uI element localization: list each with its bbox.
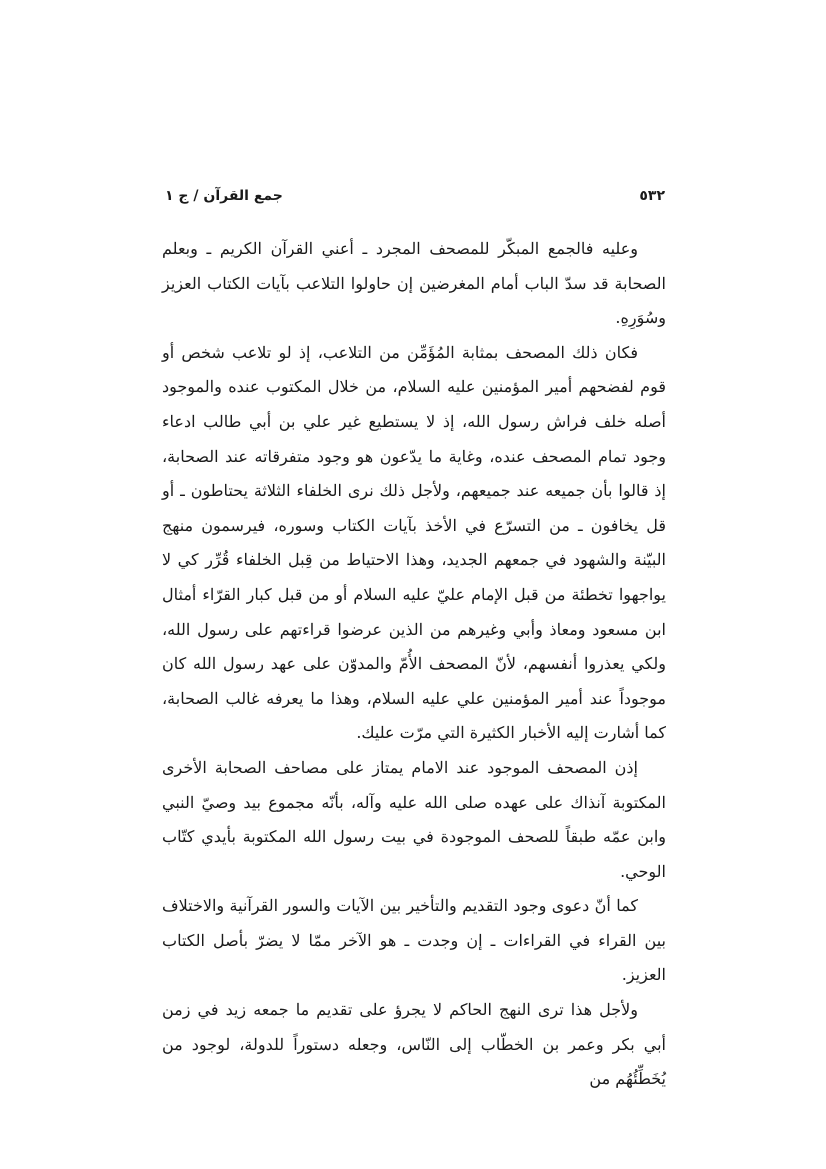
paragraph: فكان ذلك المصحف بمثابة المُؤَمِّن من التلاعب، إذ لو تلاعب شخص أو قوم لفضحهم أمير المؤمنين عليه السلام، من خلال المكتوب عنده والموجود أصله خلف فراش رسول الله، إذ لا يستطيع غير علي بن أبي طالب ادعاء وجود تمام المصحف عنده، وغاية ما يدّعون هو وجود متفرقاته عند الصحابة، إذ قالوا بأن جميعه عند جميعهم، ولأجل ذلك نرى الخلفاء الثلاثة يحتاطون ـ أو قل يخافون ـ من التسرّع في الأخذ بآيات الكتاب وسوره، فيرسمون منهج البيّنة والشهود في جمعهم الجديد، وهذا الاحتياط من قِبل الخلفاء قُرِّر كي لا يواجهوا تخطئة من قبل الإمام عليّ عليه السلام أو من قبل كبار القرّاء أمثال ابن مسعود ومعاذ وأبي وغيرهم من الذين عرضوا قراءتهم على رسول الله، ولكي يعذروا أنفسهم، لأنّ المصحف الأُمّ والمدوّن على عهد رسول الله كان موجوداً عند أمير المؤمنين علي عليه السلام، وهذا ما يعرفه غالب الصحابة، كما أشارت إليه الأخبار الكثيرة التي مرّت عليك. xyxy=(162,342,667,743)
page-header xyxy=(165,188,665,212)
paragraph: كما أنّ دعوى وجود التقديم والتأخير بين الآيات والسور القرآنية والاختلاف بين القراء في القراءات ـ إن وجدت ـ هو الآخر ممّا لا يضرّ بأصل الكتاب العزيز. xyxy=(162,896,666,985)
running-title: جمع القرآن / ج ١ xyxy=(165,188,283,204)
page-number: ٥٣٢ xyxy=(639,188,665,204)
paragraph: وعليه فالجمع المبكّر للمصحف المجرد ـ أعني القرآن الكريم ـ وبعلم الصحابة قد سدّ الباب أمام المغرضين إن حاولوا التلاعب بآيات الكتاب العزيز وسُوَرِهِ. xyxy=(162,239,666,328)
paragraph: إذن المصحف الموجود عند الامام يمتاز على مصاحف الصحابة الأخرى المكتوبة آنذاك على عهده صلى الله عليه وآله، بأنّه مجموع بيد وصيّ النبي وابن عمّه طبقاً للصحف الموجودة في بيت رسول الله المكتوبة بأيدي كتّاب الوحي. xyxy=(162,757,666,881)
paragraph: ولأجل هذا ترى النهج الحاكم لا يجرؤ على تقديم ما جمعه زيد في زمن أبي بكر وعمر بن الخطّاب إلى النّاس، وجعله دستوراً للدولة، لوجود من يُخَطِّئُهُم من xyxy=(162,1000,666,1089)
body-text xyxy=(162,232,666,1097)
